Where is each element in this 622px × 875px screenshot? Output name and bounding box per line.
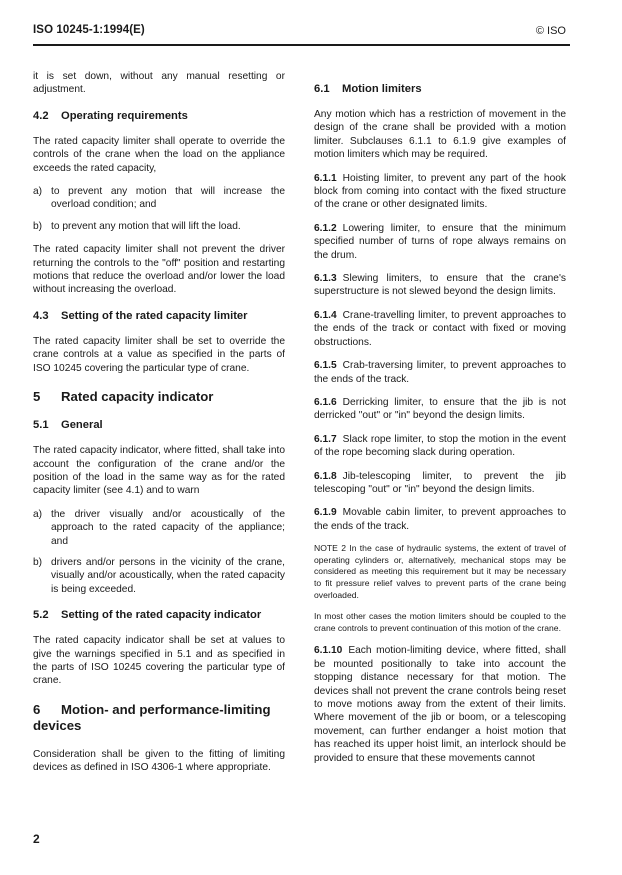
list-item: b) drivers and/or persons in the vicinity of the crane, visually and/or acoustically, when the rated capacity is being exceeded. [33, 556, 285, 595]
heading-6-1: 6.1 Motion limiters [314, 83, 422, 95]
subclause-6-1-8: 6.1.8 Jib-telescoping limiter, to prevent the jib telescoping "out" or "in" beyond the design limits. [314, 470, 566, 495]
paragraph-4-3: The rated capacity limiter shall be set to override the crane controls at a value as specified in the parts of ISO 10245 covering the particular type of crane. [33, 335, 285, 374]
list-item: b) to prevent any motion that will lift the load. [33, 220, 241, 232]
paragraph-6: Consideration shall be given to the fitting of limiting devices as defined in ISO 4306-1 where appropriate. [33, 748, 285, 774]
note-2-continued: In most other cases the motion limiters should be coupled to the crane controls to prevent continuation of this motion of the crane. [314, 611, 566, 633]
list-5-1 [33, 508, 285, 596]
subclause-6-1-9: 6.1.9 Movable cabin limiter, to prevent approaches to the ends of the track. [314, 507, 566, 532]
list-item: a) the driver visually and/or acoustically of the approach to the rated capacity of the appliance; and [33, 508, 285, 547]
continued-paragraph: it is set down, without any manual resetting or adjustment. [33, 71, 285, 96]
document-standard-id: ISO 10245-1:1994(E) [33, 24, 145, 36]
paragraph-5-2: The rated capacity indicator shall be set at values to give the warnings specified in 5.1 and as specified in the parts of ISO 10245 covering the particular type of crane. [33, 635, 285, 687]
list-item: a) to prevent any motion that will increase the overload condition; and [33, 186, 285, 211]
page-number: 2 [33, 832, 40, 846]
heading-4-3: 4.3 Setting of the rated capacity limiter [33, 309, 248, 322]
list-4-2 [33, 185, 285, 233]
header-rule [33, 44, 570, 46]
subclause-6-1-10: 6.1.10 Each motion-limiting device, where fitted, shall be mounted positionally to take into account the stopping distance necessary for that motion. The devices shall not prevent the crane controls being reset to move motions away from the extent of their limits. Where movement of the jib or boom, or a telescoping movement, can further endanger a hoist motion that has reached its upper hoist limit, an interlock should be provided to ensure that these movements cannot [314, 645, 566, 764]
subclause-6-1-2: 6.1.2 Lowering limiter, to ensure that the minimum specified number of turns of rope always remains on the drum. [314, 222, 566, 261]
left-column [33, 70, 285, 785]
copyright-mark: © ISO [535, 25, 566, 37]
right-column [314, 70, 566, 775]
heading-5: 5 Rated capacity indicator [33, 389, 214, 405]
paragraph-6-1: Any motion which has a restriction of movement in the design of the crane shall be provided with a motion limiter. Subclauses 6.1.1 to 6.1.9 give examples of motion limiters which may be required. [314, 109, 566, 161]
paragraph-4-2-b: The rated capacity limiter shall not prevent the driver returning the controls to the "off" position and restarting motions that reduce the overload and/or lower the load without increasing the overload. [33, 244, 285, 296]
heading-4-2: 4.2 Operating requirements [33, 109, 188, 122]
subclause-6-1-4: 6.1.4 Crane-travelling limiter, to prevent approaches to the ends of the track or contact with fixed or moving obstructions. [314, 309, 566, 348]
subclause-6-1-3: 6.1.3 Slewing limiters, to ensure that the crane's superstructure is not slewed beyond the design limits. [314, 273, 566, 298]
paragraph-5-1: The rated capacity indicator, where fitted, shall take into account the configuration of the crane and/or the position of the load in the same way as for the rated capacity limiter (see 4.1) and to warn [33, 445, 285, 497]
paragraph-4-2-a: The rated capacity limiter shall operate to override the controls of the crane when the load on the appliance exceeds the rated capacity, [33, 135, 285, 174]
subclause-6-1-5: 6.1.5 Crab-traversing limiter, to prevent approaches to the ends of the track. [314, 360, 566, 385]
heading-5-2: 5.2 Setting of the rated capacity indicator [33, 609, 262, 622]
subclause-6-1-1: 6.1.1 Hoisting limiter, to prevent any part of the hook block from coming into contact with the fixed structure of the crane or other designated limits. [314, 172, 566, 211]
heading-5-1: 5.1 General [33, 419, 103, 432]
note-2: NOTE 2 In the case of hydraulic systems, the extent of travel of operating cylinders or, alternatively, mechanical stops may be considered as meeting this requirement but it may be necessary to fit pressure relief valves to prevent parts of the crane being overloaded. [314, 543, 566, 600]
subclause-6-1-6: 6.1.6 Derricking limiter, to ensure that the jib is not derricked "out" or "in" beyond the design limits. [314, 396, 566, 422]
subclause-6-1-7: 6.1.7 Slack rope limiter, to stop the motion in the event of the rope becoming slack during operation. [314, 433, 566, 459]
heading-6: 6 Motion- and performance-limiting devices [33, 701, 271, 733]
